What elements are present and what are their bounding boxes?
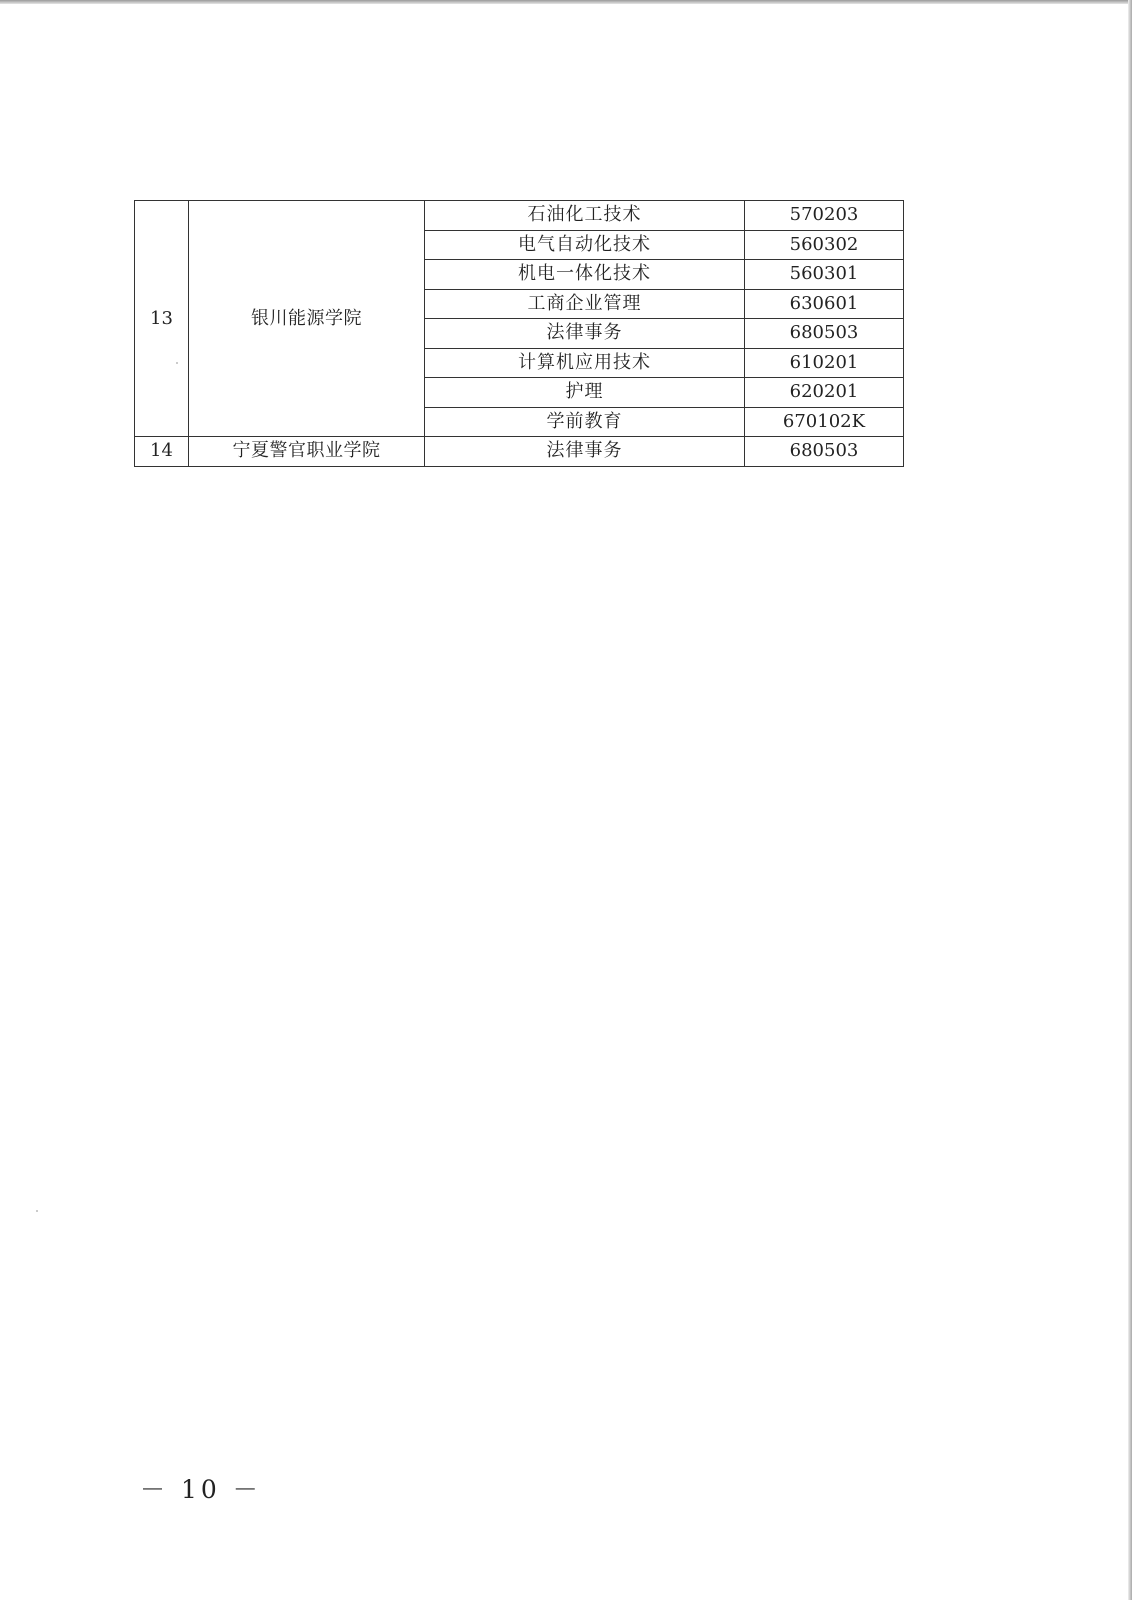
major-code: 610201 (745, 348, 904, 378)
row-number: 14 (135, 437, 189, 467)
major-name: 护理 (425, 378, 745, 408)
major-name: 石油化工技术 (425, 201, 745, 231)
major-code: 560301 (745, 260, 904, 290)
major-name: 法律事务 (425, 319, 745, 349)
major-code: 560302 (745, 230, 904, 260)
major-name: 计算机应用技术 (425, 348, 745, 378)
major-code: 670102K (745, 407, 904, 437)
major-code: 680503 (745, 437, 904, 467)
major-table (134, 200, 904, 467)
page-number: － 10 － (140, 1475, 262, 1504)
school-name: 银川能源学院 (189, 201, 425, 437)
major-code: 620201 (745, 378, 904, 408)
scan-right-edge (1128, 0, 1132, 1600)
row-number: 13 (135, 201, 189, 437)
scan-top-edge (0, 0, 1132, 4)
major-name: 法律事务 (425, 437, 745, 467)
major-name: 电气自动化技术 (425, 230, 745, 260)
table-row (135, 201, 904, 231)
table-row (135, 437, 904, 467)
major-code: 630601 (745, 289, 904, 319)
major-name: 机电一体化技术 (425, 260, 745, 290)
scan-speck (36, 1210, 38, 1212)
major-name: 工商企业管理 (425, 289, 745, 319)
school-name: 宁夏警官职业学院 (189, 437, 425, 467)
major-code: 570203 (745, 201, 904, 231)
major-name: 学前教育 (425, 407, 745, 437)
major-code: 680503 (745, 319, 904, 349)
